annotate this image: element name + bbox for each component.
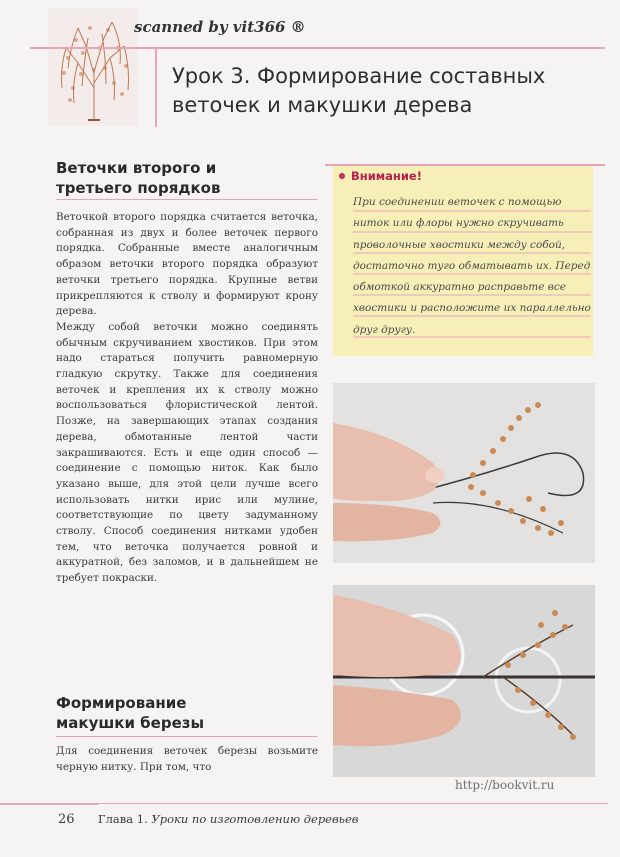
section-heading-rule bbox=[56, 736, 318, 737]
lesson-title: Урок 3. Формирование составных веточек и макушки дерева bbox=[172, 64, 546, 117]
scan-mark: scanned by vit366 ® bbox=[134, 18, 306, 36]
footer-rule bbox=[98, 803, 608, 804]
photo-thread-wrapping bbox=[333, 585, 595, 777]
photo-branch-twisting bbox=[333, 383, 595, 563]
attention-text: При соединении веточек с помощью ниток или флоры нужно скручивать проволочные хвостики между собой, достаточно туго обматывать их. Перед обмоткой аккуратно расправьте все хвостики и расположите их параллельно друг другу. bbox=[353, 196, 591, 336]
chapter-title: Уроки по изготовлению деревьев bbox=[151, 812, 359, 826]
paragraph: Для соединения веточек березы возьмите черную нитку. При том, что bbox=[56, 745, 318, 773]
header-vertical-rule bbox=[155, 47, 157, 127]
paragraph: Между собой веточки можно соединять обычным скручиванием хвостиков. При этом надо стараться получить равномерную гладкую скрутку. Также для соединения веточек и крепления их к стволу можно воспользоваться флористической лентой. Позже, на завершающих этапах создания дерева, обмотанные лентой части закрашиваются. Есть и еще один способ — соединение с помощью ниток. Как было указано выше, для этой цели лучше всего использовать нитки ирис или мулине, соответствующие по цвету задуманному стволу. Способ соединения нитками удобен тем, что веточка получается ровной и аккуратной, без заломов, и в дальнейшем не требует покраски. bbox=[56, 320, 318, 585]
section-heading-birch-top: Формирование макушки березы bbox=[56, 694, 205, 732]
section-heading-rule bbox=[56, 199, 318, 200]
header-rule bbox=[30, 47, 605, 49]
chapter-prefix: Глава 1. bbox=[98, 812, 148, 826]
running-footer bbox=[98, 812, 358, 826]
page-number: 26 bbox=[58, 812, 75, 827]
birch-tree-illustration bbox=[48, 8, 138, 126]
section1-body bbox=[56, 210, 318, 587]
attention-title: Внимание! bbox=[351, 169, 422, 183]
watermark-url: http://bookvit.ru bbox=[455, 778, 555, 792]
section-heading-branches: Веточки второго и третьего порядков bbox=[56, 159, 221, 197]
paragraph: Веточкой второго порядка считается веточка, собранная из двух и более веточек первого порядка. Собранные вместе аналогичным образом веточки второго порядка образуют веточки третьего порядка. Крупные ветви прикрепляются к стволу и формируют крону дерева. bbox=[56, 211, 318, 318]
section2-body bbox=[56, 744, 318, 775]
footer-rule bbox=[0, 803, 98, 805]
attention-box bbox=[333, 166, 593, 356]
